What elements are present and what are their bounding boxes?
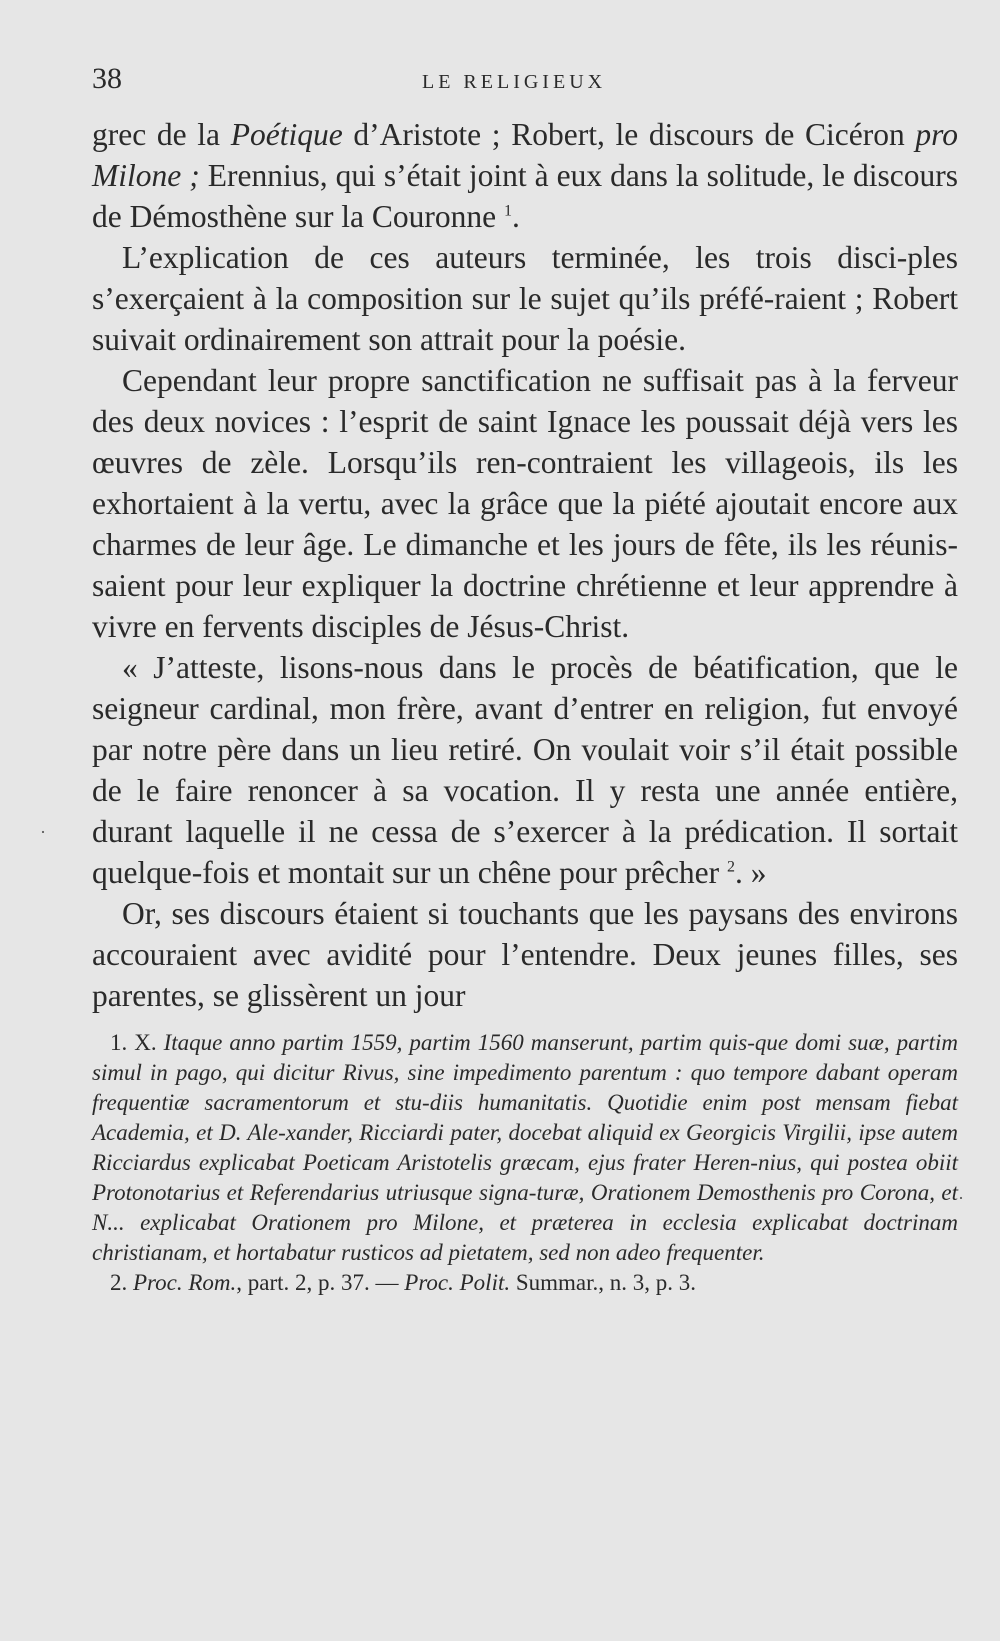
footnote-ref: 2 bbox=[727, 858, 736, 876]
text-segment: « J’atteste, lisons-nous dans le procès de béatification, que le seigneur cardinal, mon frère, avant d’entrer en religion, fut envoyé par notre père dans un lieu retiré. On voulait voir s’il était possible de le faire renoncer à sa vocation. Il y resta une année entière, durant laquelle il ne cessa de s’exercer à la prédication. Il sortait quelque-fois et montait sur un chêne pour prêcher bbox=[92, 650, 958, 890]
text-segment: Poétique bbox=[230, 117, 343, 152]
text-segment: 2. bbox=[110, 1270, 133, 1295]
page-header bbox=[92, 62, 958, 104]
text-segment: pro Milone ; bbox=[92, 117, 958, 193]
paragraph bbox=[92, 893, 958, 1016]
body-text bbox=[92, 114, 958, 1016]
text-segment: Or, ses discours étaient si touchants que les paysans des environs accouraient avec avidité pour l’entendre. Deux jeunes filles, ses parentes, se glissèrent un jour bbox=[92, 896, 958, 1013]
running-title: LE RELIGIEUX bbox=[422, 71, 607, 93]
paragraph bbox=[92, 237, 958, 360]
page-number: 38 bbox=[92, 62, 122, 95]
text-segment: Erennius, qui s’était joint à eux dans la solitude, le discours de Démosthène sur la Couronne bbox=[92, 158, 958, 234]
footnotes bbox=[92, 1028, 958, 1298]
text-segment: grec de la bbox=[92, 117, 231, 152]
text-segment: Proc. Polit. bbox=[404, 1270, 511, 1295]
footnote bbox=[92, 1268, 958, 1298]
text-segment: Itaque anno partim 1559, partim 1560 manserunt, partim quis-que domi suæ, partim simul in pago, qui dicitur Rivus, sine impedimento parentum : quo tempore dabant operam frequentiæ sacramentorum et stu-diis humanitatis. Quotidie enim post mensam fiebat Academia, et D. Ale-xander, Ricciardi pater, docebat aliquid ex Georgicis Virgilii, ipse autem Ricciardus explicabat Poeticam Aristotelis græcam, ejus frater Heren-nius, qui postea obiit Protonotarius et Referendarius utriusque signa-turæ, Orationem Demosthenis pro Corona, et N... explicabat Orationem pro Milone, et præterea in ecclesia explicabat doctrinam christianam, et hortabatur rusticos ad pietatem, sed non adeo frequenter. bbox=[92, 1030, 958, 1265]
text-segment: Proc. Rom. bbox=[133, 1270, 237, 1295]
text-segment: Summar., n. 3, p. 3. bbox=[510, 1270, 697, 1295]
text-segment: Cependant leur propre sanctification ne suffisait pas à la ferveur des deux novices : l’esprit de saint Ignace les poussait déjà vers les œuvres de zèle. Lorsqu’ils ren-contraient les villageois, ils les exhortaient à la vertu, avec la grâce que la piété ajoutait encore aux charmes de leur âge. Le dimanche et les jours de fête, ils les réunis-saient pour leur expliquer la doctrine chrétienne et leur apprendre à vivre en fervents disciples de Jésus-Christ. bbox=[92, 363, 958, 644]
footnote bbox=[92, 1028, 958, 1268]
margin-mark: · bbox=[958, 1188, 964, 1208]
paragraph bbox=[92, 114, 958, 237]
text-segment: , part. 2, p. 37. — bbox=[236, 1270, 405, 1295]
text-segment: L’explication de ces auteurs terminée, les trois disci-ples s’exerçaient à la composition sur le sujet qu’ils préfé-raient ; Robert suivait ordinairement son attrait pour la poésie. bbox=[92, 240, 958, 357]
paragraph bbox=[92, 360, 958, 647]
text-segment: . bbox=[512, 199, 520, 234]
footnote-ref: 1 bbox=[504, 202, 513, 220]
text-segment: . » bbox=[735, 855, 767, 890]
paragraph bbox=[92, 647, 958, 893]
text-segment: d’Aristote ; Robert, le discours de Cicéron bbox=[342, 117, 916, 152]
text-segment: 1. X. bbox=[110, 1030, 164, 1055]
margin-mark: · bbox=[40, 822, 46, 842]
